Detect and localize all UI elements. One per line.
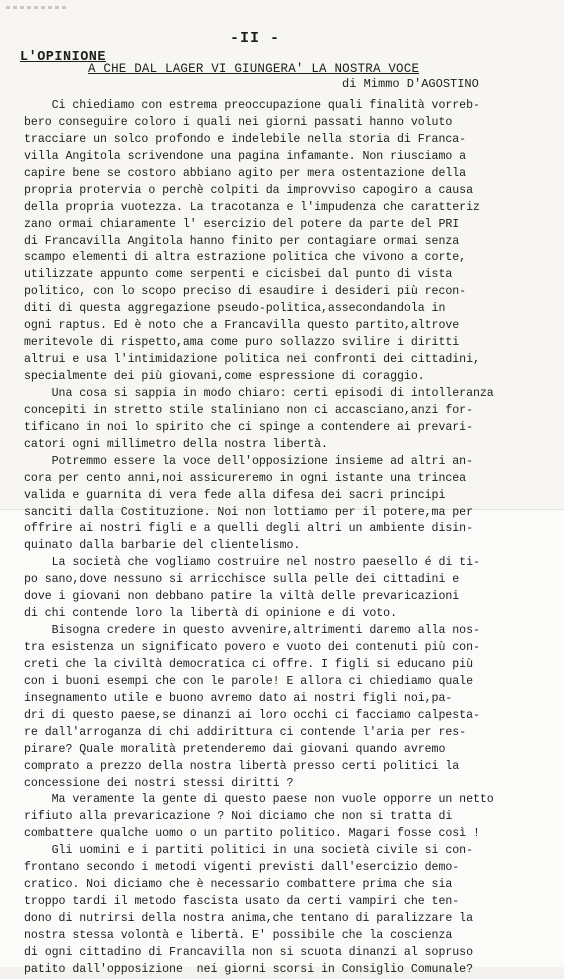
article-paragraph xyxy=(24,454,524,556)
text-line: con i buoni esempi che con le parole! E allora ci chiediamo quale xyxy=(24,674,473,688)
text-line: combattere qualche uomo o un partito politico. Magari fosse così ! xyxy=(24,827,480,841)
text-line: La società che vogliamo costruire nel nostro paesello é di ti- xyxy=(24,556,480,570)
article-paragraph xyxy=(24,843,524,979)
text-line: bero conseguire coloro i quali nei giorni passati hanno voluto xyxy=(24,115,453,129)
text-line: comprato a prezzo della nostra libertà presso certi politici la xyxy=(24,759,460,773)
text-line: tra esistenza un significato povero e vuoto dei contenuti più con- xyxy=(24,641,480,654)
text-line: catori ogni millimetro della nostra libertà. xyxy=(24,437,328,451)
text-line: di Francavilla Angitola hanno finito per contagiare ormai senza xyxy=(24,234,460,248)
text-line: patito dall'opposizione nei giorni scorsi in Consiglio Comunale? xyxy=(24,962,473,976)
text-line: specialmente dei più giovani,come espressione di coraggio. xyxy=(24,370,425,383)
article-paragraph xyxy=(24,623,524,792)
text-line: re dall'arroganza di chi addirittura ci contende l'aria per res- xyxy=(24,725,467,739)
text-line: zano ormai chiaramente l' esercizio del potere da parte del PRI xyxy=(24,217,460,231)
text-line: offrire ai nostri figli e a quelli degli altri un ambiente disin- xyxy=(24,522,473,536)
text-line: concessione dei nostri stessi diritti ? xyxy=(24,776,294,790)
text-line: rifiuto alla prevaricazione ? Noi diciamo che non si tratta di xyxy=(24,810,453,824)
article-body xyxy=(24,98,524,979)
text-line: Una cosa si sappia in modo chiaro: certi episodi di intolleranza xyxy=(24,386,494,400)
text-line: sanciti dalla Costituzione. Noi non lottiamo per il potere,ma per xyxy=(24,505,473,519)
stray-mark xyxy=(6,6,66,9)
article-paragraph xyxy=(24,386,524,454)
text-line: utilizzate appunto come serpenti e cicisbei dal punto di vista xyxy=(24,268,453,282)
text-line: di chi contende loro la libertà di opinione e di voto. xyxy=(24,607,397,621)
text-line: concepiti in stretto stile staliniano non ci accasciano,anzi for- xyxy=(24,403,473,417)
text-line: diti di questa aggregazione pseudo-politica,assecondandola in xyxy=(24,302,446,316)
article-paragraph xyxy=(24,555,524,623)
text-line: Bisogna credere in questo avvenire,altrimenti daremo alla nos- xyxy=(24,624,480,638)
text-line: troppo tardi il metodo fascista usato da certi vampiri che ten- xyxy=(24,895,460,909)
text-line: tificano in noi lo spirito che ci spinge a contendere ai prevari- xyxy=(24,420,473,434)
text-line: dri di questo paese,se dinanzi ai loro occhi ci facciamo calpesta- xyxy=(24,708,480,722)
text-line: capire bene se costoro abbiano agito per mera ostentazione della xyxy=(24,166,467,180)
text-line: Ma veramente la gente di questo paese non vuole opporre un netto xyxy=(24,793,494,807)
text-line: cora per cento anni,noi assicureremo in ogni istante una trincea xyxy=(24,471,467,485)
text-line: quinato dalla barbarie del clientelismo. xyxy=(24,539,301,553)
author-byline: di Mimmo D'AGOSTINO xyxy=(342,77,479,91)
text-line: valida e guarnita di vera fede alla difesa dei sacri principi xyxy=(24,488,446,502)
text-line: nostra stessa volontà e libertà. E' possibile che la coscienza xyxy=(24,928,453,942)
text-line: insegnamento utile e buono avremo dato ai nostri figli noi,pa- xyxy=(24,691,453,705)
text-line: altrui e usa l'intimidazione politica nei confronti dei cittadini, xyxy=(24,353,480,367)
text-line: scampo elementi di altra estrazione politica che vivono a corte, xyxy=(24,251,467,265)
text-line: politico, con lo scopo preciso di esaudire i desideri più recon- xyxy=(24,285,467,299)
text-line: cratico. Noi diciamo che è necessario combattere prima che sia xyxy=(24,878,453,892)
text-line: frontano secondo i metodi vigenti previsti dall'esercizio demo- xyxy=(24,861,460,875)
text-line: pirare? Quale moralità pretenderemo dai giovani quando avremo xyxy=(24,742,446,756)
text-line: po sano,dove nessuno si arricchisce sulla pelle dei cittadini e xyxy=(24,573,460,587)
text-line: tracciare un solco profondo e indelebile nella storia di Franca- xyxy=(24,132,467,146)
text-line: Ci chiediamo con estrema preoccupazione quali finalità vorreb- xyxy=(24,99,480,112)
text-line: creti che la civiltà democratica ci offre. I figli si educano più xyxy=(24,657,473,671)
article-paragraph xyxy=(24,792,524,843)
text-line: propria protervia o perchè colpiti da improvviso capogiro a causa xyxy=(24,183,473,197)
text-line: Potremmo essere la voce dell'opposizione insieme ad altri an- xyxy=(24,454,473,468)
column-rubric: L'OPINIONE xyxy=(20,50,107,65)
text-line: della propria vuotezza. La tracotanza e l'impudenza che caratteriz xyxy=(24,200,480,214)
text-line: dono di nutrirsi della nostra anima,che tentano di paralizzare la xyxy=(24,912,473,925)
page-number: -II - xyxy=(230,30,281,47)
article-headline: A CHE DAL LAGER VI GIUNGERA' LA NOSTRA VOCE xyxy=(88,62,420,76)
article-paragraph xyxy=(24,98,524,386)
text-line: dove i giovani non debbano patire la viltà delle prevaricazioni xyxy=(24,590,460,604)
text-line: ogni raptus. Ed è noto che a Francavilla questo partito,altrove xyxy=(24,319,460,333)
text-line: Gli uomini e i partiti politici in una società civile si con- xyxy=(24,844,473,858)
text-line: villa Angitola scrivendone una pagina infamante. Non riusciamo a xyxy=(24,149,467,163)
text-line: di ogni cittadino di Francavilla non si scuota dinanzi al sopruso xyxy=(24,945,473,959)
text-line: meritevole di rispetto,ama come puro sollazzo svilire i diritti xyxy=(24,336,460,350)
